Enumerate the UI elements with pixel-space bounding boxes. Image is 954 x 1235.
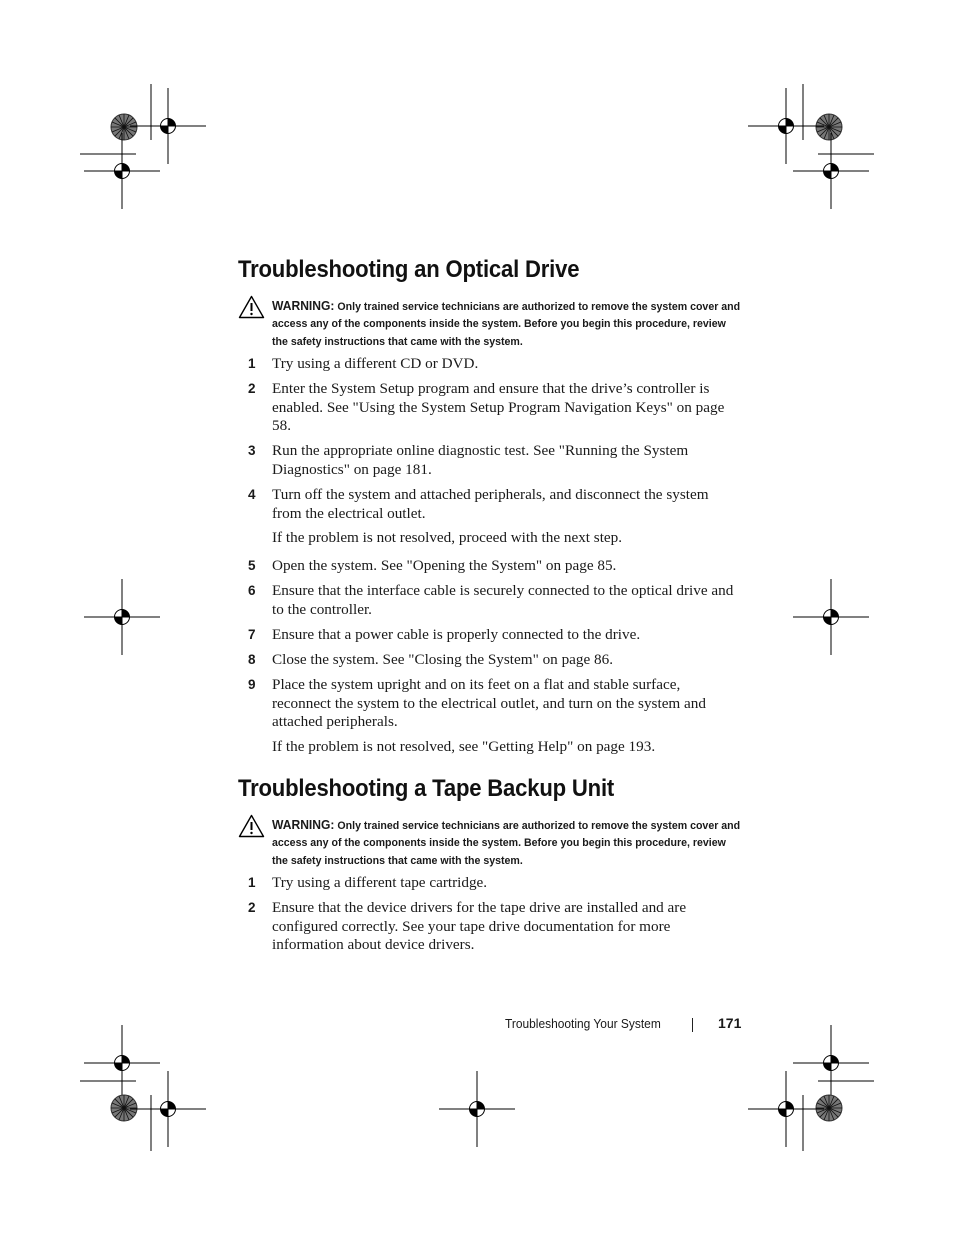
step-number: 3 [248, 443, 256, 458]
step-number: 7 [248, 627, 256, 642]
step-text: Run the appropriate online diagnostic test. See "Running the System Diagnostics" on page 181. [272, 442, 689, 478]
page-number: 171 [718, 1015, 742, 1031]
registration-crosshair-icon [793, 1025, 869, 1101]
registration-crosshair-icon [84, 579, 160, 655]
registration-crosshair-icon [748, 1071, 824, 1147]
step-number: 1 [248, 356, 256, 371]
registration-crosshair-icon [130, 1071, 206, 1147]
starburst-target-icon [111, 114, 137, 140]
step-text: Turn off the system and attached peripherals, and disconnect the system from the electrical outlet. [272, 486, 709, 522]
starburst-target-icon [111, 1095, 137, 1121]
step-text: Open the system. See "Opening the System" on page 85. [272, 557, 617, 574]
step-text: Ensure that the interface cable is securely connected to the optical drive and to the controller. [272, 582, 734, 618]
warning-text [272, 297, 743, 351]
registration-crosshair-icon [748, 88, 824, 164]
step-number: 2 [248, 900, 256, 915]
step-note: If the problem is not resolved, proceed with the next step. [272, 529, 623, 546]
registration-crosshair-icon [793, 579, 869, 655]
starburst-target-icon [816, 114, 842, 140]
step-text: Close the system. See "Closing the System" on page 86. [272, 651, 614, 668]
registration-crosshair-icon [130, 88, 206, 164]
step-number: 2 [248, 381, 256, 396]
step-number: 1 [248, 875, 256, 890]
step-number: 5 [248, 558, 256, 573]
warning-body: Only trained service technicians are authorized to remove the system cover and access any of the components inside the system. Before you begin this procedure, review the safety instructions that came with the system. [272, 820, 741, 867]
step-text: Ensure that the device drivers for the tape drive are installed and are configured correctly. See your tape drive documentation for more information about device drivers. [272, 899, 687, 954]
step-text: Try using a different tape cartridge. [272, 874, 488, 891]
warning-body: Only trained service technicians are authorized to remove the system cover and access any of the components inside the system. Before you begin this procedure, review the safety instructions that came with the system. [272, 301, 741, 348]
warning-label: WARNING: [272, 298, 335, 313]
registration-crosshair-icon [793, 133, 869, 209]
step-number: 6 [248, 583, 256, 598]
starburst-target-icon [816, 1095, 842, 1121]
section-title-optical-drive: Troubleshooting an Optical Drive [238, 256, 580, 283]
section-title-tape-backup: Troubleshooting a Tape Backup Unit [238, 775, 615, 802]
step-text: Try using a different CD or DVD. [272, 355, 479, 372]
registration-crosshair-icon [439, 1071, 515, 1147]
step-text: Ensure that a power cable is properly connected to the drive. [272, 626, 641, 643]
step-number: 4 [248, 487, 256, 502]
step-note: If the problem is not resolved, see "Getting Help" on page 193. [272, 738, 656, 755]
step-number: 8 [248, 652, 256, 667]
footer-divider [692, 1018, 693, 1032]
step-text: Enter the System Setup program and ensure that the drive’s controller is enabled. See "Using the System Setup Program Navigation Keys" on page 58. [272, 380, 725, 435]
warning-text [272, 816, 743, 870]
footer-chapter-title: Troubleshooting Your System [505, 1016, 661, 1031]
registration-crosshair-icon [84, 133, 160, 209]
warning-triangle-icon [238, 814, 265, 838]
step-number: 9 [248, 677, 256, 692]
warning-triangle-icon [238, 295, 265, 319]
registration-crosshair-icon [84, 1025, 160, 1101]
step-text: Place the system upright and on its feet on a flat and stable surface, reconnect the system to the electrical outlet, and turn on the system and attached peripherals. [272, 676, 706, 731]
warning-label: WARNING: [272, 817, 335, 832]
